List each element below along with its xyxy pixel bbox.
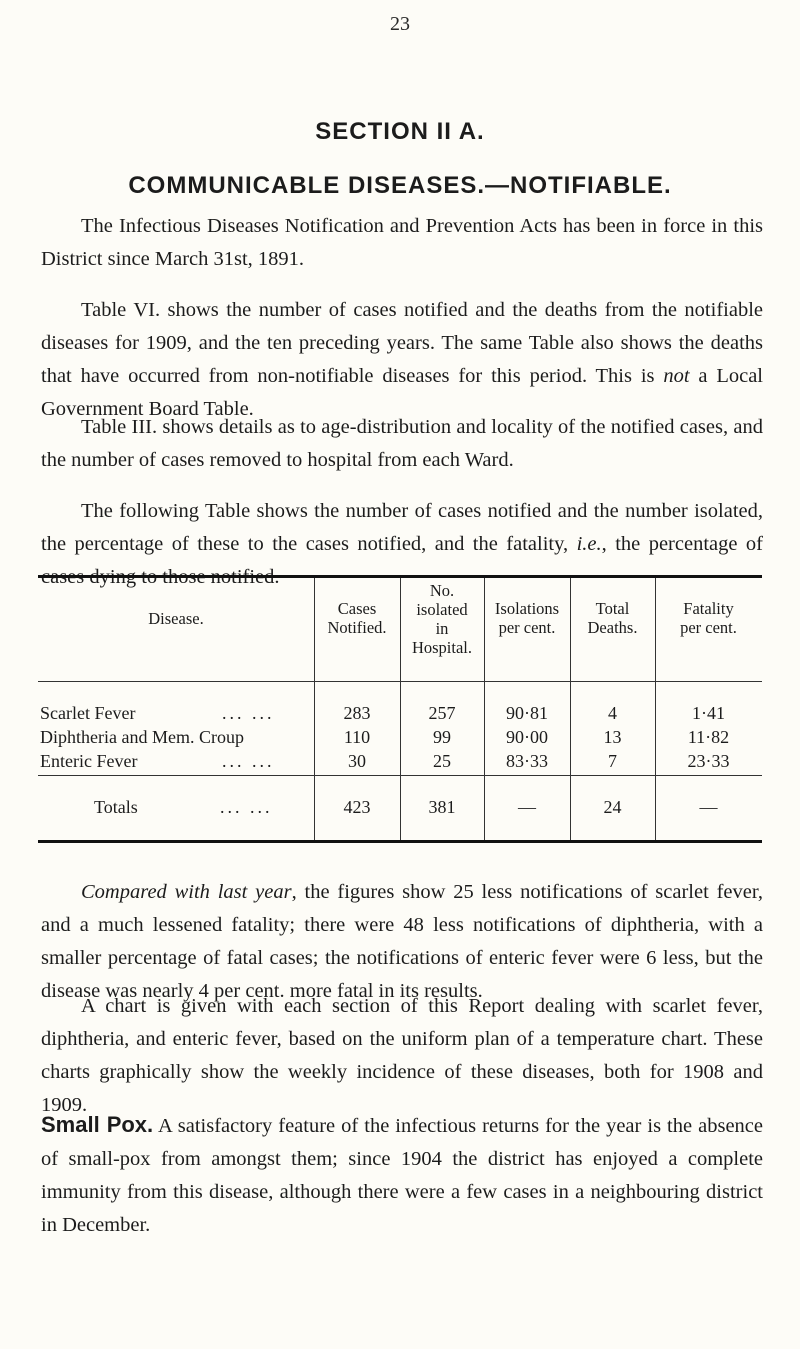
disease-name: Enteric Fever — [40, 751, 138, 771]
disease-name: Scarlet Fever — [40, 703, 136, 723]
cell-isolated: 257 — [428, 703, 456, 723]
leader-dots: ... ... — [222, 703, 275, 723]
paragraph-comparison — [41, 876, 763, 1008]
emphasis-not: not — [663, 365, 690, 387]
leader-dots: ... ... — [220, 797, 273, 817]
totals-fatality: — — [699, 797, 718, 817]
cell-fatality: 11·82 — [687, 727, 730, 747]
page-number: 23 — [390, 13, 410, 35]
table-bottom-rule — [38, 840, 762, 843]
section-subtitle: COMMUNICABLE DISEASES.—NOTIFIABLE. — [128, 172, 672, 199]
paragraph-notification-acts — [41, 210, 763, 276]
emphasis-ie: i.e. — [576, 533, 602, 555]
paragraph-table-iii — [41, 411, 763, 477]
paragraph-text: , the percentage of — [601, 533, 764, 555]
leader-dots: ... ... — [222, 751, 275, 771]
cell-cases: 110 — [343, 727, 371, 747]
table-row-disease — [40, 725, 314, 749]
totals-isolated: 381 — [428, 797, 456, 817]
paragraph-text: , the figures show 25 less notifications of scarlet fever, and a much lessened fatality; there were 48 less notifications of diphtheria, with a smaller percentage of fatal cases; the notifications of enteric fever were 6 less, but the disease was nearly 4 per cent. more fatal in its results. — [41, 881, 763, 1002]
paragraph-text: a Local Government Board Table. — [41, 365, 763, 420]
cell-isolations-pct: 90·81 — [506, 703, 548, 723]
table-row-disease — [40, 749, 312, 773]
disease-name: Diphtheria and Mem. Croup — [40, 727, 244, 747]
paragraph-text: The Infectious Diseases Notification and Prevention Acts has been in force in this District since March 31st, 1891. — [41, 215, 763, 270]
table-row-disease — [40, 701, 312, 725]
paragraph-text: Table III. shows details as to age-distribution and locality of the notified cases, and the number of cases removed to hospital from each Ward. — [41, 416, 763, 471]
cell-isolations-pct: 83·33 — [506, 751, 548, 771]
cell-deaths: 4 — [608, 703, 617, 723]
paragraph-small-pox — [41, 1108, 763, 1242]
cell-cases: 283 — [343, 703, 371, 723]
small-pox-heading: Small Pox. — [41, 1112, 154, 1137]
cell-deaths: 13 — [603, 727, 622, 747]
cell-isolations-pct: 90·00 — [506, 727, 548, 747]
paragraph-text: A chart is given with each section of this Report dealing with scarlet fever, diphtheria, and enteric fever, based on the uniform plan of a temperature chart. These charts graphically show the weekly incidence of these diseases, both for 1908 and 1909. — [41, 995, 763, 1116]
cell-fatality: 23·33 — [687, 751, 730, 771]
paragraph-table-vi — [41, 294, 763, 426]
totals-deaths: 24 — [603, 797, 622, 817]
emphasis-compared: Compared with last year — [81, 881, 292, 903]
header-isolated-in-hospital: No. isolated in Hospital. — [411, 581, 473, 657]
header-fatality-per-cent: Fatality per cent. — [680, 599, 737, 637]
header-isolations-per-cent: Isolations per cent. — [494, 599, 560, 637]
header-total-deaths: Total Deaths. — [587, 599, 638, 637]
cell-deaths: 7 — [608, 751, 617, 771]
totals-cases: 423 — [343, 797, 371, 817]
paragraph-text: Table VI. shows the number of cases notified and the deaths from the notifiable diseases for 1909, and the ten preceding years. The same Table also shows the deaths that have occurred from non-notifiable diseases for this period. This is — [41, 299, 763, 387]
cell-cases: 30 — [348, 751, 366, 771]
paragraph-text: A satisfactory feature of the infectious returns for the year is the absence of small-pox from amongst them; since 1904 the district has enjoyed a complete immunity from this disease, although there were a few cases in a neighbouring district in December. — [41, 1115, 763, 1236]
section-title: SECTION II A. — [315, 118, 485, 145]
cell-fatality: 1·41 — [692, 703, 725, 723]
cell-isolated: 25 — [433, 751, 451, 771]
totals-label: Totals — [94, 797, 138, 817]
paragraph-charts — [41, 990, 763, 1122]
notifications-table — [38, 575, 762, 850]
header-cases-notified: Cases Notified. — [327, 599, 387, 637]
paragraph-text: The following Table shows the number of cases notified and the number isolated, the percentage of these to the cases notified, and the fatality, — [41, 500, 763, 555]
totals-isolations-pct: — — [518, 797, 536, 817]
cell-isolated: 99 — [433, 727, 451, 747]
header-disease: Disease. — [148, 609, 204, 628]
